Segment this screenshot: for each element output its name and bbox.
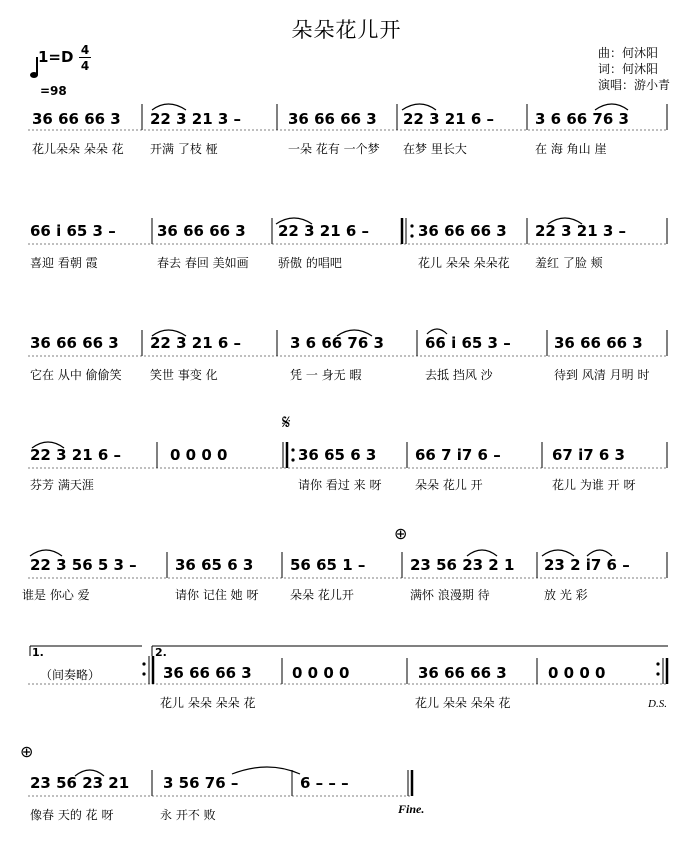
lyric: 凭 一 身无 暇 — [290, 368, 362, 382]
lyric: 骄傲 的唱吧 — [278, 256, 342, 270]
measure: 36 66 66 3 — [554, 334, 643, 352]
song-title: 朵朵花儿开 — [291, 18, 402, 42]
lyric: 放 光 彩 — [544, 588, 588, 602]
volta-2: 2. — [155, 646, 167, 659]
lyric: 永 开不 败 — [160, 808, 216, 822]
measure: 0 0 0 0 — [170, 446, 228, 464]
lyric: 在梦 里长大 — [403, 142, 467, 156]
coda-icon-2: ⊕ — [20, 742, 34, 761]
measure: 23 56 23 2 1 — [410, 556, 515, 574]
lyric: 朵朵 花儿开 — [290, 588, 354, 602]
measure: 36 66 66 3 — [32, 110, 121, 128]
interlude-note: （间奏略） — [40, 668, 101, 682]
lyric: 芬芳 满天涯 — [30, 478, 94, 492]
measure: 22 3 56 5 3 – — [30, 556, 137, 574]
measure: 66 7 i7 6 – — [415, 446, 501, 464]
measure: 36 65 6 3 — [175, 556, 254, 574]
volta-1: 1. — [32, 646, 44, 659]
measure: 0 0 0 0 — [548, 664, 606, 682]
measure: 0 0 0 0 — [292, 664, 350, 682]
measure: 36 66 66 3 — [288, 110, 377, 128]
lyric: 谁是 你心 爱 — [22, 588, 90, 602]
lyric: 花儿 朵朵 朵朵 花 — [415, 696, 511, 710]
lyric: 在 海 角山 崖 — [535, 142, 607, 156]
measure: 23 56 23 21 — [30, 774, 130, 792]
measure: 3 56 76 – — [163, 774, 239, 792]
measure: 56 65 1 – — [290, 556, 366, 574]
measure: 3 6 66 76 3 — [535, 110, 629, 128]
measure: 22 3 21 6 – — [150, 334, 242, 352]
measure: 3 6 66 76 3 — [290, 334, 384, 352]
lyric: 朵朵 花儿 开 — [415, 478, 483, 492]
lyric: 一朵 花有 一个梦 — [288, 142, 380, 156]
lyric: 请你 记住 她 呀 — [175, 588, 259, 602]
measure: 36 66 66 3 — [157, 222, 246, 240]
measure: 23 2 i7 6 – — [544, 556, 630, 574]
measure: 36 66 66 3 — [418, 222, 507, 240]
measure: 22 3 21 3 – — [150, 110, 242, 128]
lyric: 开满 了枝 桠 — [150, 142, 218, 156]
lyric: 羞红 了脸 颊 — [535, 256, 603, 270]
lyric: 花儿 朵朵 朵朵花 — [418, 256, 510, 270]
key-signature: 1=D — [38, 48, 74, 66]
lyric: 春去 春回 美如画 — [157, 256, 249, 270]
lyric: 去抵 挡风 沙 — [425, 368, 493, 382]
measure: 22 3 21 6 – — [278, 222, 370, 240]
ds-mark: D.S. — [648, 698, 667, 710]
measure: 22 3 21 3 – — [535, 222, 627, 240]
segno-icon: 𝄋 — [282, 410, 291, 434]
measure: 66 i 65 3 – — [30, 222, 116, 240]
tempo-mark: =98 — [40, 84, 67, 98]
lyric: 喜迎 看朝 霞 — [30, 256, 98, 270]
time-signature-bottom: 4 — [80, 59, 90, 73]
lyricist-credit: 词：何沐阳 — [598, 62, 659, 76]
measure: 22 3 21 6 – — [403, 110, 495, 128]
lyric: 待到 风清 月明 时 — [554, 368, 650, 382]
measure: 66 i 65 3 – — [425, 334, 511, 352]
singer-credit: 演唱：游小青 — [598, 78, 671, 92]
measure: 36 66 66 3 — [30, 334, 119, 352]
lyric: 像春 天的 花 呀 — [30, 808, 114, 822]
lyric: 花儿 为谁 开 呀 — [552, 478, 636, 492]
lyric: 花儿朵朵 朵朵 花 — [32, 142, 124, 156]
coda-icon: ⊕ — [394, 524, 408, 543]
measure: 67 i7 6 3 — [552, 446, 625, 464]
fine-mark: Fine. — [398, 802, 425, 816]
measure: 6 – – – — [300, 774, 349, 792]
measure: 36 66 66 3 — [163, 664, 252, 682]
lyric: 笑世 事变 化 — [150, 368, 218, 382]
lyric: 请你 看过 来 呀 — [298, 478, 382, 492]
lyric: 满怀 浪漫期 待 — [410, 588, 490, 602]
measure: 36 65 6 3 — [298, 446, 377, 464]
lyric: 花儿 朵朵 朵朵 花 — [160, 696, 256, 710]
measure: 36 66 66 3 — [418, 664, 507, 682]
composer-credit: 曲：何沐阳 — [598, 46, 659, 60]
time-signature-top: 4 — [80, 43, 90, 57]
measure: 22 3 21 6 – — [30, 446, 122, 464]
lyric: 它在 从中 偷偷笑 — [30, 368, 122, 382]
